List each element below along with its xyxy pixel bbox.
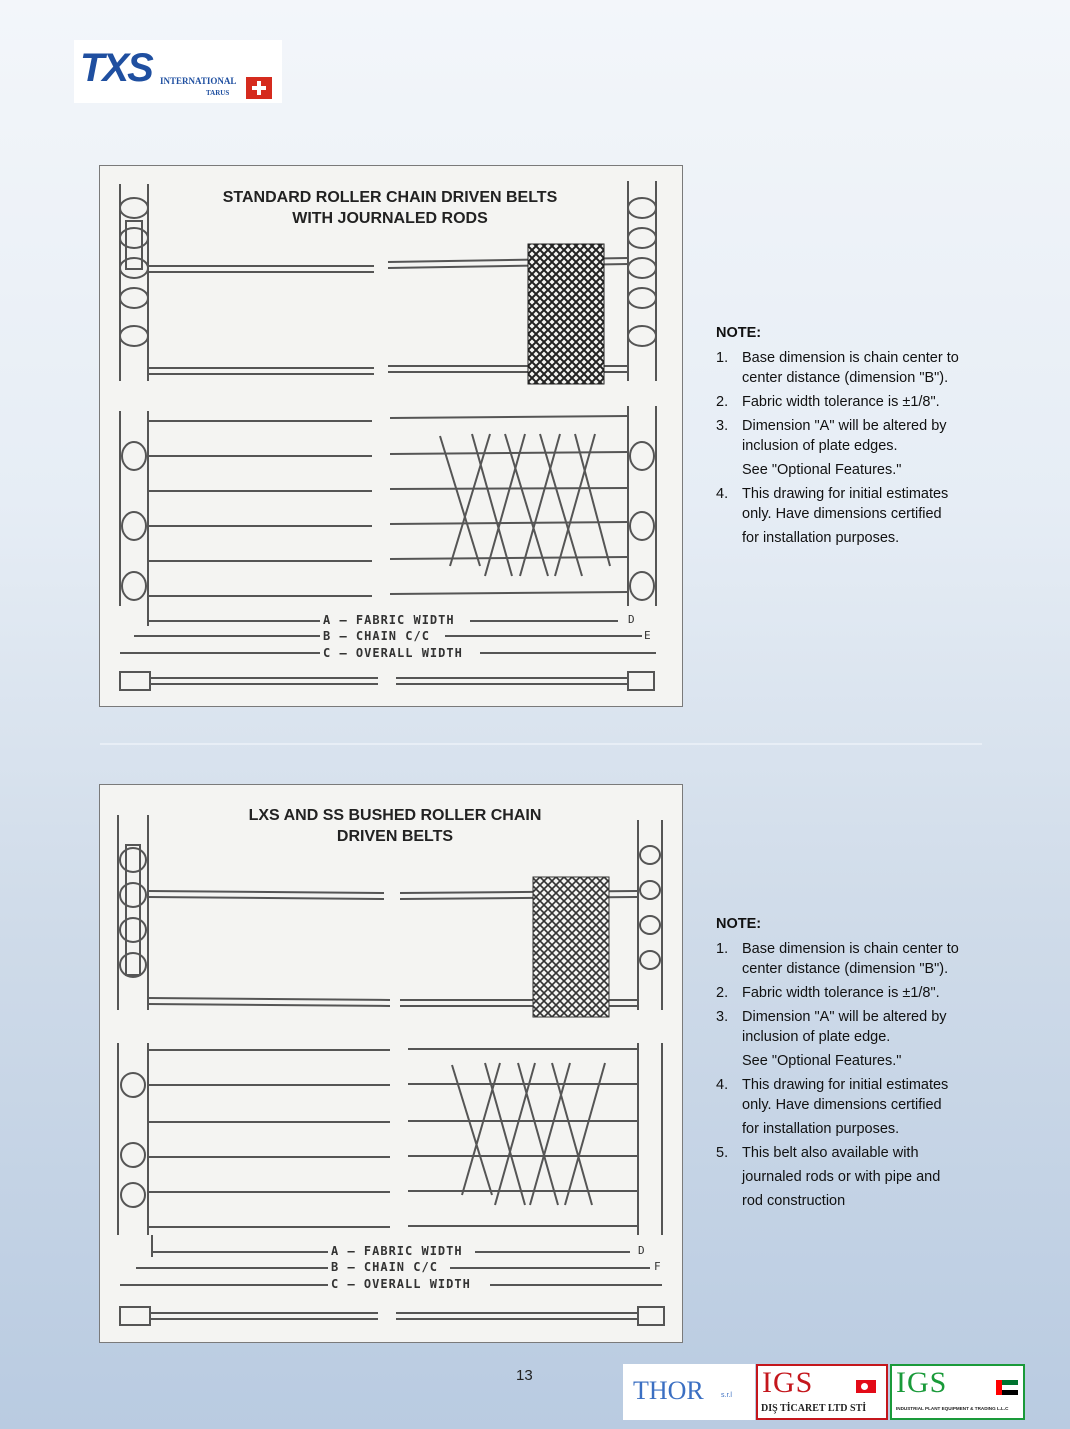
note-text: See "Optional Features." — [742, 462, 902, 478]
note-item — [716, 416, 981, 480]
igs-tr-logo-text: IGS — [762, 1366, 814, 1399]
note-text: inclusion of plate edge. — [742, 1029, 891, 1045]
igs-turkey-logo — [756, 1364, 888, 1420]
igs-ae-logo-text: IGS — [896, 1366, 948, 1399]
note-text: for installation purposes. — [742, 1121, 900, 1137]
drawing-1-dim-a: A — FABRIC WIDTH — [320, 613, 458, 627]
drawing-1-title — [200, 187, 580, 229]
notes-2 — [716, 914, 981, 1215]
note-item — [716, 939, 981, 979]
drawing-2-title — [205, 805, 585, 847]
partner-logos — [623, 1364, 1025, 1420]
note-text: only. Have dimensions certified — [742, 506, 942, 522]
note-number: 2. — [716, 985, 729, 1001]
drawing-1-title-line2: WITH JOURNALED RODS — [292, 210, 488, 227]
drawing-1-letter-e: E — [644, 629, 651, 642]
notes-1 — [716, 323, 981, 552]
note-number: 2. — [716, 394, 729, 410]
igs-uae-logo — [890, 1364, 1025, 1420]
drawing-2-dim-a: A — FABRIC WIDTH — [328, 1244, 466, 1258]
thor-logo-sub: s.r.l — [721, 1392, 732, 1399]
note-text: This drawing for initial estimates — [742, 1077, 949, 1093]
note-number: 3. — [716, 1009, 729, 1025]
note-text: Dimension "A" will be altered by — [742, 1009, 947, 1025]
note-text: for installation purposes. — [742, 530, 900, 546]
note-number: 1. — [716, 350, 729, 366]
drawing-2-title-line1: LXS AND SS BUSHED ROLLER CHAIN — [248, 807, 542, 824]
note-text: See "Optional Features." — [742, 1053, 902, 1069]
note-item — [716, 1075, 981, 1139]
company-logo — [74, 40, 282, 103]
note-item — [716, 392, 981, 412]
note-number: 3. — [716, 418, 729, 434]
note-number: 5. — [716, 1145, 729, 1161]
logo-mark: TXS — [80, 46, 152, 90]
note-text: Fabric width tolerance is ±1/8". — [742, 394, 940, 410]
turkey-flag-icon — [856, 1380, 876, 1393]
thor-logo-text: THOR — [633, 1376, 704, 1405]
note-text: Dimension "A" will be altered by — [742, 418, 947, 434]
note-text: center distance (dimension "B"). — [742, 370, 949, 386]
note-item — [716, 348, 981, 388]
drawing-1-title-line1: STANDARD ROLLER CHAIN DRIVEN BELTS — [222, 189, 558, 206]
drawing-bushed-roller-chain — [99, 784, 683, 1343]
drawing-2-title-line2: DRIVEN BELTS — [336, 828, 454, 845]
drawing-2-dim-b: B — CHAIN C/C — [328, 1260, 441, 1274]
igs-ae-logo-sub: INDUSTRIAL PLANT EQUIPMENT & TRADING L.L.C — [896, 1406, 1009, 1411]
notes-1-heading: NOTE: — [716, 325, 762, 341]
note-item — [716, 983, 981, 1003]
logo-brand: TARUS — [206, 89, 230, 97]
logo-subtitle: INTERNATIONAL — [160, 76, 237, 86]
note-item — [716, 1007, 981, 1071]
swiss-flag-icon — [246, 77, 272, 99]
drawing-2-letter-f: F — [654, 1260, 661, 1273]
uae-flag-icon — [996, 1380, 1018, 1395]
drawing-1-letter-d: D — [628, 613, 635, 626]
note-text: Base dimension is chain center to — [742, 941, 959, 957]
drawing-2-dim-c: C — OVERALL WIDTH — [328, 1277, 474, 1291]
note-item — [716, 484, 981, 548]
note-text: This belt also available with — [742, 1145, 919, 1161]
note-text: Fabric width tolerance is ±1/8". — [742, 985, 940, 1001]
note-text: This drawing for initial estimates — [742, 486, 949, 502]
belt-drawing-2-svg — [100, 785, 682, 1342]
note-text: inclusion of plate edges. — [742, 438, 898, 454]
drawing-standard-roller-chain — [99, 165, 683, 707]
page-number: 13 — [516, 1367, 533, 1384]
note-text: only. Have dimensions certified — [742, 1097, 942, 1113]
drawing-2-letter-d: D — [638, 1244, 645, 1257]
note-text: center distance (dimension "B"). — [742, 961, 949, 977]
note-item — [716, 1143, 981, 1211]
note-number: 1. — [716, 941, 729, 957]
note-text: journaled rods or with pipe and — [742, 1169, 941, 1185]
note-text: rod construction — [742, 1193, 846, 1209]
drawing-1-dim-c: C — OVERALL WIDTH — [320, 646, 466, 660]
drawing-1-dim-b: B — CHAIN C/C — [320, 629, 433, 643]
igs-tr-logo-sub: DIŞ TİCARET LTD STİ — [761, 1403, 867, 1414]
section-divider — [100, 743, 982, 745]
notes-2-heading: NOTE: — [716, 916, 762, 932]
note-number: 4. — [716, 1077, 729, 1093]
thor-logo — [623, 1364, 755, 1420]
note-number: 4. — [716, 486, 729, 502]
note-text: Base dimension is chain center to — [742, 350, 959, 366]
